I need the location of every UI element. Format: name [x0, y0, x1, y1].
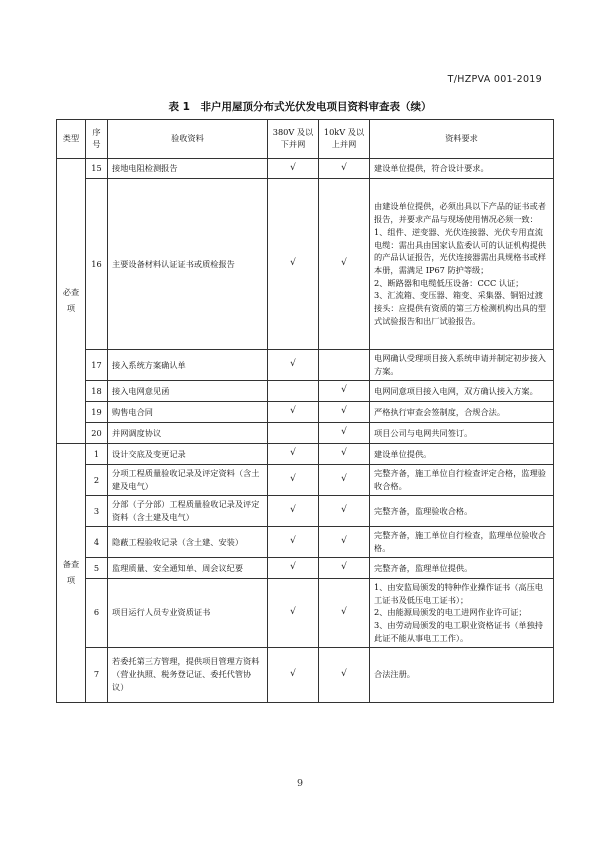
check-10kv-cell: √ [319, 381, 370, 402]
requirement-cell: 合法注册。 [370, 647, 554, 702]
table-header-row [57, 120, 554, 159]
check-380v-cell: √ [268, 402, 319, 423]
requirement-cell: 项目公司与电网共同签订。 [370, 423, 554, 444]
check-10kv-cell: √ [319, 465, 370, 496]
check-380v-cell: √ [268, 496, 319, 527]
check-10kv-cell: √ [319, 496, 370, 527]
requirement-cell: 电网确认受理项目接入系统申请并制定初步接入方案。 [370, 350, 554, 381]
check-380v-cell [268, 423, 319, 444]
requirement-cell: 电网同意项目接入电网，双方确认接入方案。 [370, 381, 554, 402]
requirement-cell: 由建设单位提供，必须出具以下产品的证书或者报告，并要求产品与现场使用情况必须一致： 1、组件、逆变器、光伏连接器、光伏专用直流电缆：需出具由国家认监委认可的认证机构提供的产品认证报告，光伏连接器需出具规格书或样本册，需满足 IP67 防护等级； 2、断路器和电缆低压设备：CCC 认证； 3、汇流箱、变压器、箱变、采集器、铜铝过渡接头：应提供有资质的第三方检测机构出具的型式试验报告和出厂试验报告。 [370, 179, 554, 350]
seq-cell: 4 [86, 527, 108, 558]
check-10kv-cell: √ [319, 579, 370, 648]
material-cell: 分项工程质量验收记录及评定资料（含土建及电气） [108, 465, 268, 496]
table-row [57, 423, 554, 444]
seq-cell: 16 [86, 179, 108, 350]
seq-cell: 1 [86, 444, 108, 465]
check-380v-cell: √ [268, 527, 319, 558]
material-cell: 购售电合同 [108, 402, 268, 423]
header-380v: 380V 及以下并网 [268, 120, 319, 159]
check-380v-cell: √ [268, 558, 319, 579]
seq-cell: 2 [86, 465, 108, 496]
type-cell: 备查项 [57, 444, 86, 703]
material-cell: 分部（子分部）工程质量验收记录及评定资料（含土建及电气） [108, 496, 268, 527]
table-row [57, 159, 554, 179]
material-cell: 接地电阻检测报告 [108, 159, 268, 179]
check-10kv-cell: √ [319, 558, 370, 579]
header-requirement: 资料要求 [370, 120, 554, 159]
seq-cell: 5 [86, 558, 108, 579]
seq-cell: 3 [86, 496, 108, 527]
check-380v-cell: √ [268, 444, 319, 465]
header-seq: 序号 [86, 120, 108, 159]
table-row [57, 444, 554, 465]
check-10kv-cell: √ [319, 527, 370, 558]
header-type: 类型 [57, 120, 86, 159]
check-10kv-cell: √ [319, 179, 370, 350]
header-material: 验收资料 [108, 120, 268, 159]
material-cell: 项目运行人员专业资质证书 [108, 579, 268, 648]
check-380v-cell: √ [268, 159, 319, 179]
seq-cell: 20 [86, 423, 108, 444]
table-row [57, 402, 554, 423]
check-380v-cell [268, 381, 319, 402]
seq-cell: 18 [86, 381, 108, 402]
table-row [57, 647, 554, 702]
check-10kv-cell: √ [319, 647, 370, 702]
seq-cell: 15 [86, 159, 108, 179]
check-10kv-cell: √ [319, 423, 370, 444]
material-cell: 监理质量、安全通知单、周会议纪要 [108, 558, 268, 579]
requirement-cell: 完整齐备，施工单位自行检查评定合格，监理验收合格。 [370, 465, 554, 496]
check-10kv-cell: √ [319, 402, 370, 423]
material-cell: 设计交底及变更记录 [108, 444, 268, 465]
standard-number: T/HZPVA 001-2019 [447, 74, 542, 85]
requirement-cell: 完整齐备，监理验收合格。 [370, 496, 554, 527]
type-cell: 必查项 [57, 159, 86, 444]
material-cell: 主要设备材料认证证书或质检报告 [108, 179, 268, 350]
material-cell: 并网调度协议 [108, 423, 268, 444]
table-row [57, 496, 554, 527]
table-title: 表 1 非户用屋顶分布式光伏发电项目资料审查表（续） [168, 101, 432, 113]
check-10kv-cell [319, 350, 370, 381]
check-380v-cell: √ [268, 647, 319, 702]
table-row [57, 527, 554, 558]
review-table [56, 119, 554, 703]
table-row [57, 350, 554, 381]
material-cell: 隐蔽工程验收记录（含土建、安装） [108, 527, 268, 558]
check-380v-cell: √ [268, 465, 319, 496]
seq-cell: 7 [86, 647, 108, 702]
table-row [57, 381, 554, 402]
header-10kv: 10kV 及以上并网 [319, 120, 370, 159]
table-row [57, 465, 554, 496]
check-10kv-cell: √ [319, 444, 370, 465]
seq-cell: 19 [86, 402, 108, 423]
page-number: 9 [296, 778, 304, 789]
check-10kv-cell: √ [319, 159, 370, 179]
requirement-cell: 严格执行审查会签制度，合规合法。 [370, 402, 554, 423]
seq-cell: 6 [86, 579, 108, 648]
table-row [57, 558, 554, 579]
requirement-cell: 完整齐备，监理单位提供。 [370, 558, 554, 579]
check-380v-cell: √ [268, 350, 319, 381]
requirement-cell: 建设单位提供。 [370, 444, 554, 465]
table-row [57, 179, 554, 350]
requirement-cell: 1、由安监局颁发的特种作业操作证书（高压电工证书及低压电工证书）； 2、由能源局颁发的电工进网作业许可证； 3、由劳动局颁发的电工职业资格证书（单独持此证不能从事电工工作）。 [370, 579, 554, 648]
requirement-cell: 完整齐备，施工单位自行检查，监理单位验收合格。 [370, 527, 554, 558]
requirement-cell: 建设单位提供，符合设计要求。 [370, 159, 554, 179]
table-row [57, 579, 554, 648]
material-cell: 若委托第三方管理，提供项目管理方资料（营业执照、税务登记证、委托代管协议） [108, 647, 268, 702]
material-cell: 接入系统方案确认单 [108, 350, 268, 381]
check-380v-cell: √ [268, 579, 319, 648]
check-380v-cell: √ [268, 179, 319, 350]
material-cell: 接入电网意见函 [108, 381, 268, 402]
seq-cell: 17 [86, 350, 108, 381]
